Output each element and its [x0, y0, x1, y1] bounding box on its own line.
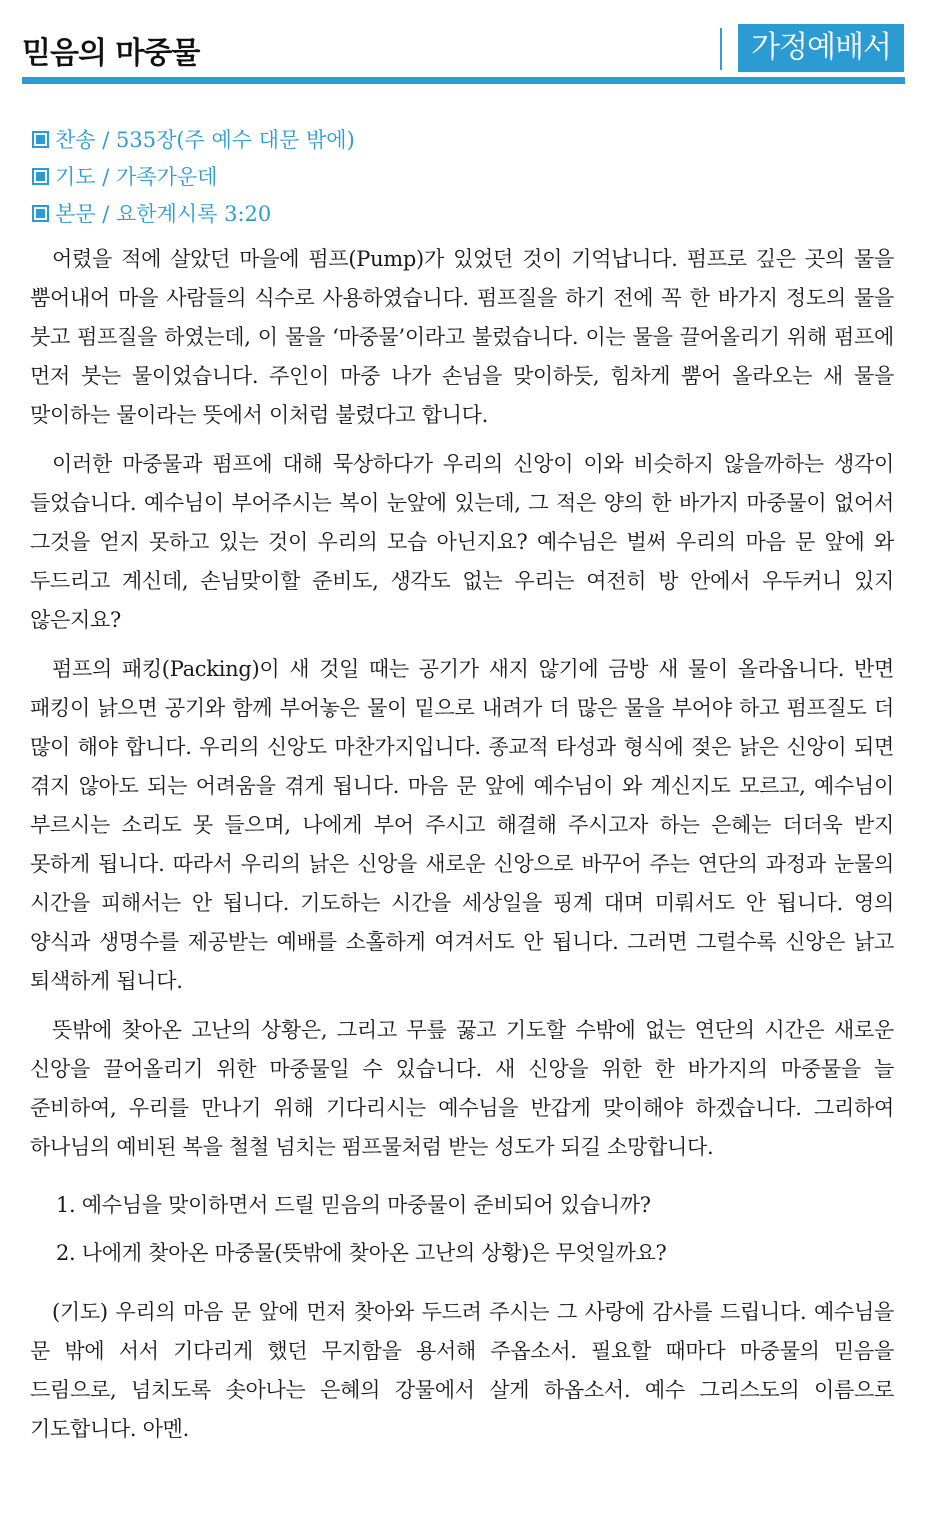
- square-bullet-icon: [32, 131, 49, 148]
- worship-info: [32, 122, 902, 233]
- closing-prayer: (기도) 우리의 마음 문 앞에 먼저 찾아와 두드려 주시는 그 사랑에 감사를 드립니다. 예수님을 문 밖에 서서 기다리게 했던 무지함을 용서해 주옵소서. 필요할 때마다 마중물의 믿음을 드림으로, 넘치도록 솟아나는 은혜의 강물에서 살게 하옵소서. 예수 그리스도의 이름으로 기도합니다. 아멘.: [30, 1300, 894, 1441]
- square-bullet-icon: [32, 168, 49, 185]
- body-paragraph: 어렸을 적에 살았던 마을에 펌프(Pump)가 있었던 것이 기억납니다. 펌프로 깊은 곳의 물을 뿜어내어 마을 사람들의 식수로 사용하였습니다. 펌프질을 하기 전에 꼭 한 바가지 정도의 물을 붓고 펌프질을 하였는데, 이 물을 ‘마중물’이라고 불렀습니다. 이는 물을 끌어올리기 위해 펌프에 먼저 붓는 물이었습니다. 주인이 마중 나가 손님을 맞이하듯, 힘차게 뿜어 올라오는 새 물을 맞이하는 물이라는 뜻에서 이처럼 불렸다고 합니다.: [30, 247, 894, 427]
- body-paragraph: 뜻밖에 찾아온 고난의 상황은, 그리고 무릎 꿇고 기도할 수밖에 없는 연단의 시간은 새로운 신앙을 끌어올리기 위한 마중물일 수 있습니다. 새 신앙을 위한 한 바가지의 마중물을 늘 준비하여, 우리를 만나기 위해 기다리시는 예수님을 반갑게 맞이해야 하겠습니다. 그리하여 하나님의 예비된 복을 철철 넘치는 펌프물처럼 받는 성도가 되길 소망합니다.: [30, 1018, 894, 1159]
- page-header: [0, 0, 925, 92]
- hymn-row: [32, 122, 902, 159]
- header-rule: [22, 77, 905, 84]
- body-paragraph: 펌프의 패킹(Packing)이 새 것일 때는 공기가 새지 않기에 금방 새 물이 올라옵니다. 반면 패킹이 낡으면 공기와 함께 부어놓은 물이 밑으로 내려가 더 많은 물을 부어야 하고 펌프질도 더 많이 해야 합니다. 우리의 신앙도 마찬가지입니다. 종교적 타성과 형식에 젖은 낡은 신앙이 되면 겪지 않아도 되는 어려움을 겪게 됩니다. 마음 문 앞에 예수님이 와 계신지도 모르고, 예수님이 부르시는 소리도 못 들으며, 나에게 부어 주시고 해결해 주시고자 하는 은혜는 더더욱 받지 못하게 됩니다. 따라서 우리의 낡은 신앙을 새로운 신앙으로 바꾸어 주는 연단의 과정과 눈물의 시간을 피해서는 안 됩니다. 기도하는 시간을 세상일을 핑계 대며 미뤄서도 안 됩니다. 영의 양식과 생명수를 제공받는 예배를 소홀하게 여겨서도 안 됩니다. 그러면 그럴수록 신앙은 낡고 퇴색하게 됩니다.: [30, 657, 894, 993]
- body-paragraph: 이러한 마중물과 펌프에 대해 묵상하다가 우리의 신앙이 이와 비슷하지 않을까하는 생각이 들었습니다. 예수님이 부어주시는 복이 눈앞에 있는데, 그 적은 양의 한 바가지 마중물이 없어서 그것을 얻지 못하고 있는 것이 우리의 모습 아닌지요? 예수님은 벌써 우리의 마음 문 앞에 와 두드리고 계신데, 손님맞이할 준비도, 생각도 없는 우리는 여전히 방 안에서 우두커니 있지 않은지요?: [30, 452, 894, 632]
- page-title: 믿음의 마중물: [22, 36, 200, 71]
- section-badge: 가정예배서: [738, 24, 904, 72]
- discussion-questions: [30, 1181, 894, 1277]
- square-bullet-icon: [32, 205, 49, 222]
- scripture-row: [32, 196, 902, 233]
- prayer-leader-row: [32, 159, 902, 196]
- header-divider: [720, 28, 722, 70]
- scripture-text: 본문 / 요한계시록 3:20: [55, 202, 272, 226]
- sermon-body: [30, 240, 894, 1449]
- hymn-text: 찬송 / 535장(주 예수 대문 밖에): [55, 128, 355, 152]
- question-item: 1. 예수님을 맞이하면서 드릴 믿음의 마중물이 준비되어 있습니까?: [56, 1193, 651, 1217]
- prayer-leader-text: 기도 / 가족가운데: [55, 165, 218, 189]
- question-item: 2. 나에게 찾아온 마중물(뜻밖에 찾아온 고난의 상황)은 무엇일까요?: [56, 1241, 667, 1265]
